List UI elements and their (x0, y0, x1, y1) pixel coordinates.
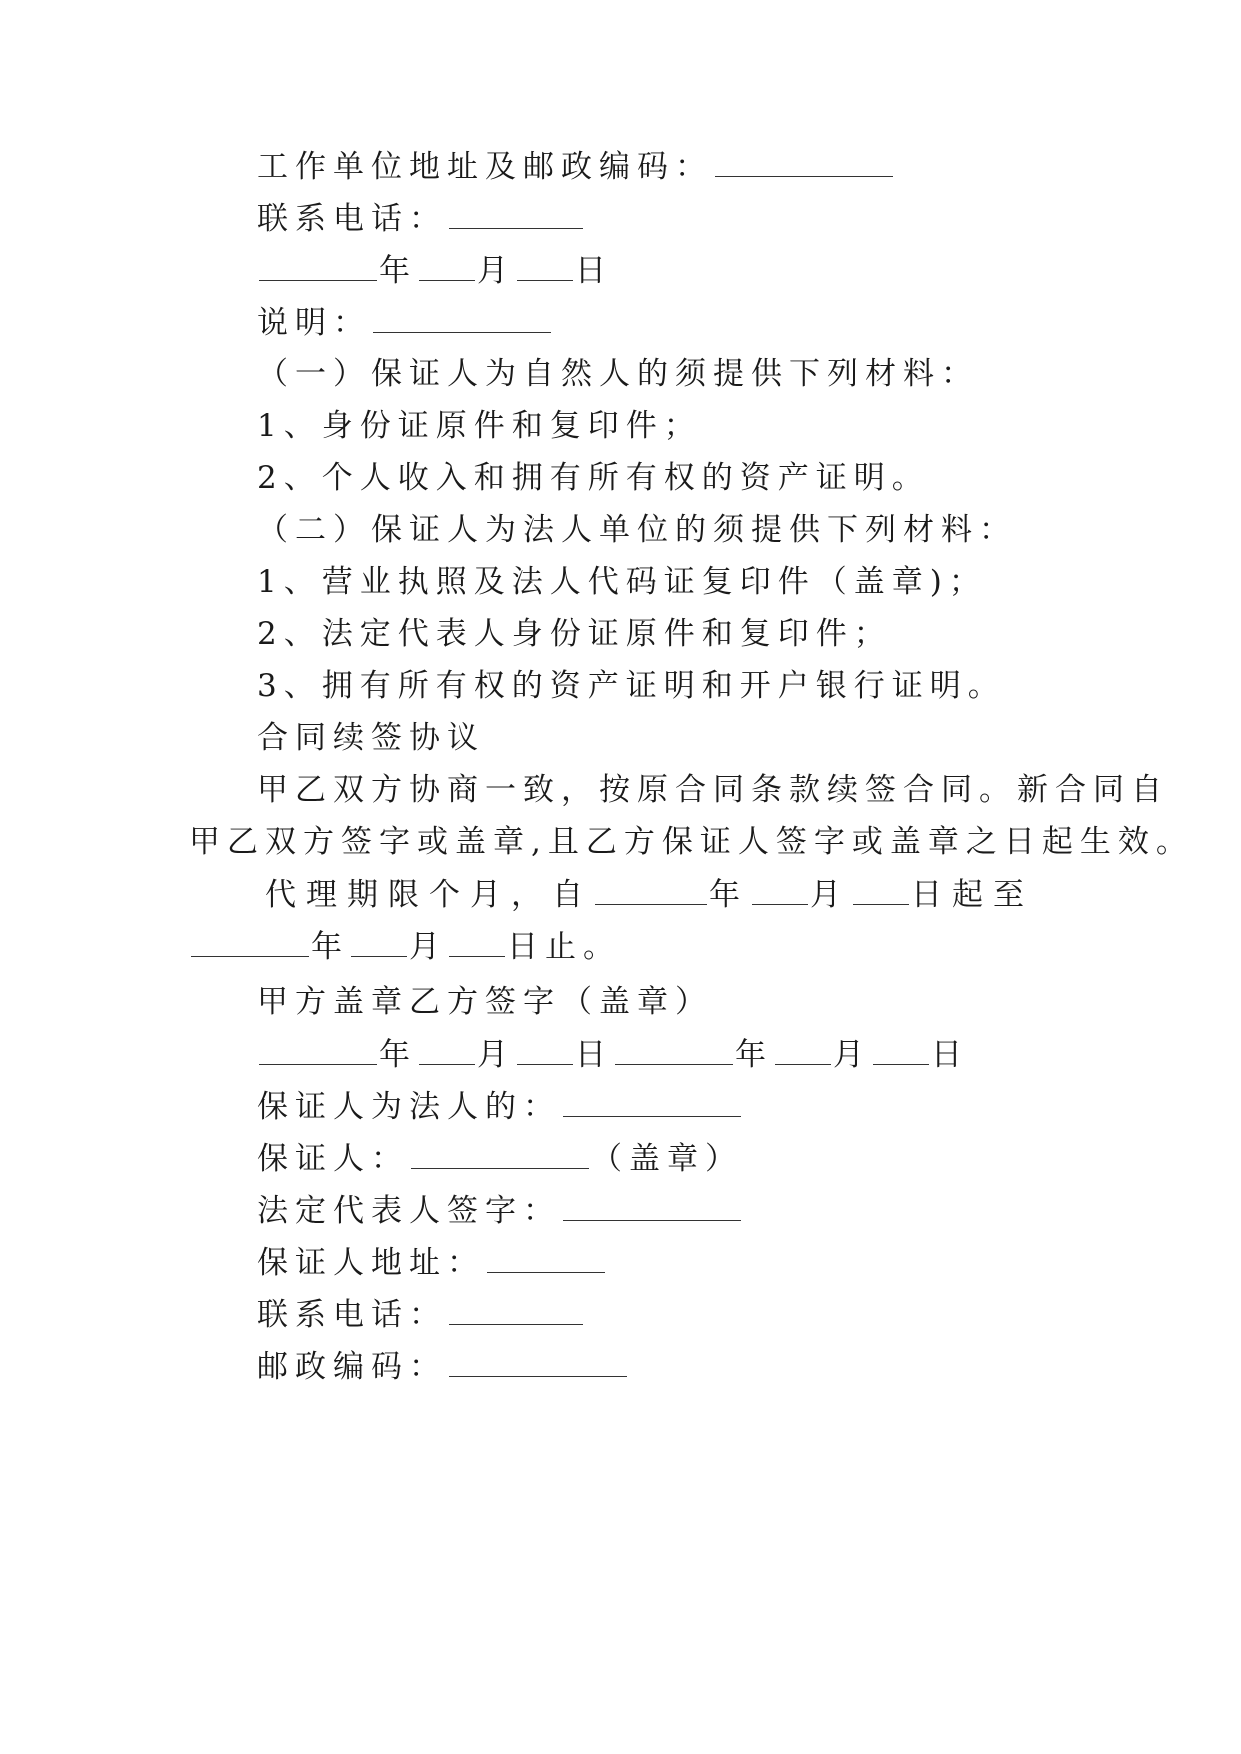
postal-code-line (257, 1346, 629, 1387)
phone-label-1: 联系电话： (257, 201, 447, 237)
guarantor-label: 保证人： (257, 1141, 409, 1177)
period-day-label: 日起至 (911, 877, 1034, 913)
section2-title: （二）保证人为法人单位的须提供下列材料： (257, 512, 1017, 548)
period-year-label: 年 (709, 877, 750, 913)
month-blank-2a[interactable] (419, 1034, 475, 1065)
guarantor-legal-line (257, 1086, 743, 1127)
day-blank-1[interactable] (517, 250, 573, 281)
section1-title: （一）保证人为自然人的须提供下列材料： (257, 356, 979, 392)
renewal-para-line1: 甲乙双方协商一致，按原合同条款续签合同。新合同自 (257, 772, 1169, 808)
work-address-blank[interactable] (715, 146, 893, 177)
note-line (257, 302, 553, 343)
period-line-1 (265, 874, 1034, 915)
day-blank-2b[interactable] (873, 1034, 929, 1065)
phone-blank-2[interactable] (449, 1294, 583, 1325)
renewal-title: 合同续签协议 (257, 720, 485, 756)
year-blank-2a[interactable] (259, 1034, 377, 1065)
month-label: 月 (477, 253, 515, 289)
period-end-year-blank[interactable] (191, 926, 309, 957)
work-address-label: 工作单位地址及邮政编码： (257, 149, 713, 185)
period-end-day-label: 日止。 (507, 929, 621, 965)
legal-rep-sign-line (257, 1190, 743, 1231)
note-label: 说明： (257, 305, 371, 341)
day-label-2a: 日 (575, 1037, 613, 1073)
guarantor-legal-label: 保证人为法人的： (257, 1089, 561, 1125)
month-label-2a: 月 (477, 1037, 515, 1073)
section1-item: 1、身份证原件和复印件； (257, 408, 702, 444)
day-label: 日 (575, 253, 613, 289)
period-prefix: 代理期限个月，自 (265, 877, 593, 913)
postal-code-label: 邮政编码： (257, 1349, 447, 1385)
year-label-2a: 年 (379, 1037, 417, 1073)
phone-blank-1[interactable] (449, 198, 583, 229)
month-blank-2b[interactable] (775, 1034, 831, 1065)
legal-rep-sign-blank[interactable] (563, 1190, 741, 1221)
period-end-year-label: 年 (311, 929, 349, 965)
date-line-1 (257, 250, 613, 291)
period-end-day-blank[interactable] (449, 926, 505, 957)
period-month-label: 月 (810, 877, 851, 913)
phone-line-2 (257, 1294, 585, 1335)
date-line-2 (257, 1034, 969, 1075)
work-address-line (257, 146, 895, 187)
period-month-blank[interactable] (752, 874, 808, 905)
year-label: 年 (379, 253, 417, 289)
section2-item: 1、营业执照及法人代码证复印件（盖章)； (257, 564, 987, 600)
guarantor-blank[interactable] (411, 1138, 589, 1169)
year-label-2b: 年 (735, 1037, 773, 1073)
day-label-2b: 日 (931, 1037, 969, 1073)
guarantor-line (257, 1138, 743, 1179)
guarantor-address-blank[interactable] (487, 1242, 605, 1273)
period-line-2 (189, 926, 621, 967)
guarantor-address-line (257, 1242, 607, 1283)
renewal-para-line2: 甲乙双方签字或盖章,且乙方保证人签字或盖章之日起生效。 (189, 824, 1194, 860)
guarantor-seal: （盖章） (591, 1141, 743, 1177)
phone-line-1 (257, 198, 585, 239)
month-blank-1[interactable] (419, 250, 475, 281)
month-label-2b: 月 (833, 1037, 871, 1073)
year-blank-2b[interactable] (615, 1034, 733, 1065)
signature-line: 甲方盖章乙方签字（盖章） (257, 984, 713, 1020)
section2-item: 3、拥有所有权的资产证明和开户银行证明。 (257, 668, 1006, 704)
legal-rep-sign-label: 法定代表人签字： (257, 1193, 561, 1229)
period-end-month-blank[interactable] (351, 926, 407, 957)
section1-item: 2、个人收入和拥有所有权的资产证明。 (257, 460, 930, 496)
period-day-blank[interactable] (853, 874, 909, 905)
postal-code-blank[interactable] (449, 1346, 627, 1377)
period-year-blank[interactable] (595, 874, 707, 905)
guarantor-legal-blank[interactable] (563, 1086, 741, 1117)
section2-item: 2、法定代表人身份证原件和复印件； (257, 616, 892, 652)
note-blank[interactable] (373, 302, 551, 333)
day-blank-2a[interactable] (517, 1034, 573, 1065)
period-end-month-label: 月 (409, 929, 447, 965)
year-blank-1[interactable] (259, 250, 377, 281)
phone-label-2: 联系电话： (257, 1297, 447, 1333)
guarantor-address-label: 保证人地址： (257, 1245, 485, 1281)
